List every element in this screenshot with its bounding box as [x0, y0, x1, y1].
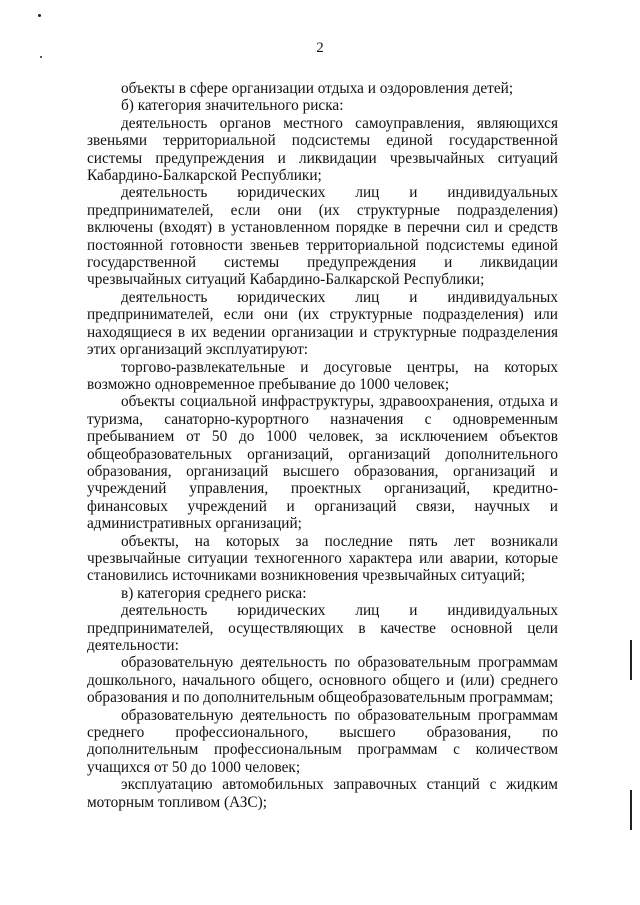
paragraph: деятельность юридических лиц и индивидуальных предпринимателей, осуществляющих в качестве основной цели деятельности:	[87, 602, 558, 654]
paragraph: б) категория значительного риска:	[121, 97, 344, 115]
paragraph: деятельность юридических лиц и индивидуальных предпринимателей, если они (их структурные подразделения) или находящиеся в их ведении организации и структурные подразделения этих организаций эксплуатируют:	[87, 288, 558, 359]
paragraph: образовательную деятельность по образовательным программам среднего профессионального, высшего образования, по дополнительным профессиональным программам с количеством учащихся от 50 до 1000 человек;	[87, 706, 558, 776]
paragraph: торгово-развлекательные и досуговые центры, на которых возможно одновременное пребывание до 1000 человек;	[87, 358, 558, 393]
scan-edge-mark	[630, 640, 632, 680]
paragraph: эксплуатацию автомобильных заправочных станций с жидким моторным топливом (АЗС);	[87, 776, 558, 811]
paragraph: образовательную деятельность по образовательным программам дошкольного, начального общего, основного общего и (или) среднего образования и по дополнительным общеобразовательным программам;	[87, 654, 558, 707]
paragraph: объекты, на которых за последние пять лет возникали чрезвычайные ситуации техногенного характера или аварии, которые становились источниками возникновения чрезвычайных ситуаций;	[87, 532, 558, 585]
page-number: 2	[316, 40, 324, 56]
paragraph: деятельность органов местного самоуправления, являющихся звеньями территориальной подсистемы единой государственной системы предупреждения и ликвидации чрезвычайных ситуаций Кабардино-Балкарской Республики;	[87, 114, 558, 185]
paragraph: объекты в сфере организации отдыха и оздоровления детей;	[121, 80, 514, 97]
paragraph: деятельность юридических лиц и индивидуальных предпринимателей, если они (их структурные подразделения) включены (входят) в установленном порядке в перечни сил и средств постоянной готовности звеньев территориальной подсистемы единой государственной системы предупреждения и ликвидации чрезвычайных ситуаций Кабардино-Балкарской Республики;	[87, 184, 558, 289]
scan-edge-mark	[630, 790, 632, 830]
paragraph: объекты социальной инфраструктуры, здравоохранения, отдыха и туризма, санаторно-курортного назначения с одновременным пребыванием от 50 до 1000 человек, за исключением объектов общеобразовательных организаций, организаций дополнительного образования, организаций высшего образования, организаций и учреждений управления, проектных организаций, кредитно-финансовых учреждений и организаций связи, научных и административных организаций;	[87, 393, 558, 533]
body-text	[87, 80, 558, 811]
paragraph: в) категория среднего риска:	[121, 584, 307, 602]
scan-speck	[38, 14, 41, 17]
